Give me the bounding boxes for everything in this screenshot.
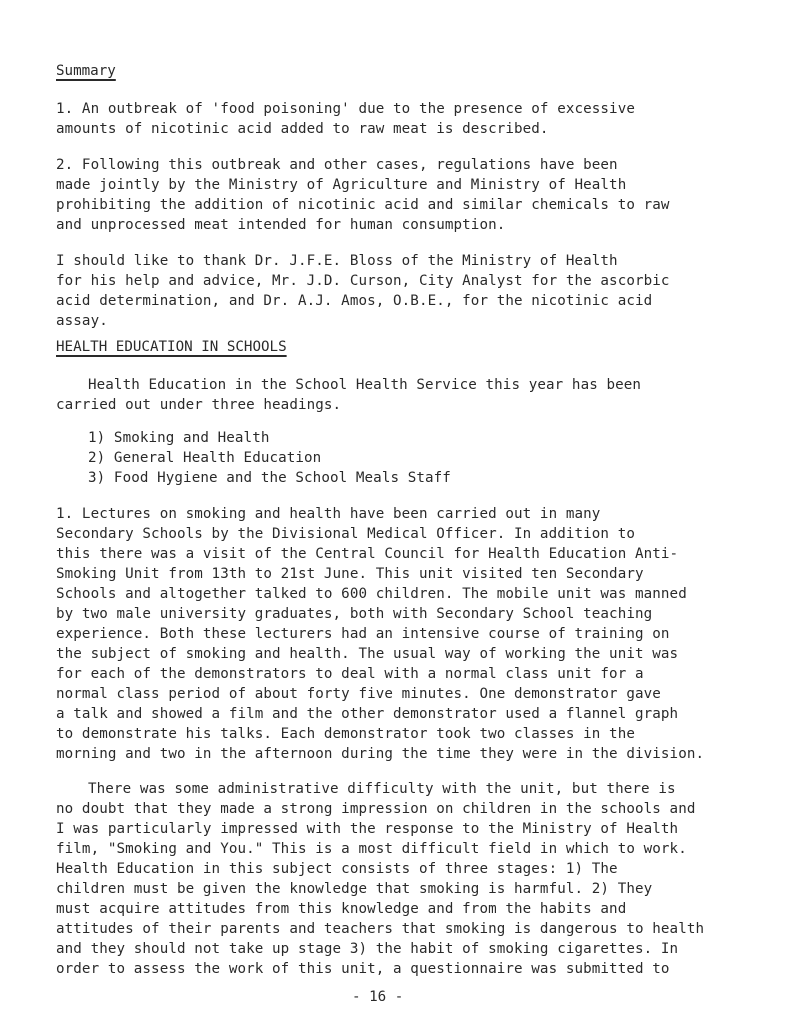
paragraph-line: film, "Smoking and You." This is a most difficult field in which to work. xyxy=(56,841,687,857)
paragraph-line: must acquire attitudes from this knowledge and from the habits and xyxy=(56,901,627,917)
intro-line: Health Education in the School Health Service this year has been xyxy=(88,377,642,393)
list-item: 3) Food Hygiene and the School Meals Staff xyxy=(88,470,451,486)
intro-line: carried out under three headings. xyxy=(56,397,342,413)
paragraph-line: a talk and showed a film and the other demonstrator used a flannel graph xyxy=(56,706,679,722)
summary-line: and unprocessed meat intended for human consumption. xyxy=(56,217,506,233)
paragraph-line: for each of the demonstrators to deal with a normal class unit for a xyxy=(56,666,644,682)
acknowledgement-line: I should like to thank Dr. J.F.E. Bloss of the Ministry of Health xyxy=(56,253,618,269)
paragraph-line: morning and two in the afternoon during the time they were in the division. xyxy=(56,746,705,762)
paragraph-line: Schools and altogether talked to 600 children. The mobile unit was manned xyxy=(56,586,687,602)
paragraph-line: to demonstrate his talks. Each demonstrator took two classes in the xyxy=(56,726,635,742)
paragraph-line: experience. Both these lecturers had an intensive course of training on xyxy=(56,626,670,642)
paragraph-line: Smoking Unit from 13th to 21st June. This unit visited ten Secondary xyxy=(56,566,644,582)
paragraph-line: 1. Lectures on smoking and health have been carried out in many xyxy=(56,506,601,522)
paragraph-line: by two male university graduates, both with Secondary School teaching xyxy=(56,606,653,622)
paragraph-line: Health Education in this subject consists of three stages: 1) The xyxy=(56,861,618,877)
summary-heading: Summary xyxy=(56,63,116,79)
acknowledgement-line: for his help and advice, Mr. J.D. Curson, City Analyst for the ascorbic xyxy=(56,273,670,289)
paragraph-line: attitudes of their parents and teachers that smoking is dangerous to health xyxy=(56,921,705,937)
acknowledgement-line: acid determination, and Dr. A.J. Amos, O.B.E., for the nicotinic acid xyxy=(56,293,653,309)
paragraph-line: There was some administrative difficulty with the unit, but there is xyxy=(88,781,676,797)
paragraph-line: and they should not take up stage 3) the habit of smoking cigarettes. In xyxy=(56,941,679,957)
paragraph-line: Secondary Schools by the Divisional Medical Officer. In addition to xyxy=(56,526,635,542)
summary-line: made jointly by the Ministry of Agriculture and Ministry of Health xyxy=(56,177,627,193)
list-item: 1) Smoking and Health xyxy=(88,430,270,446)
paragraph-line: no doubt that they made a strong impression on children in the schools and xyxy=(56,801,696,817)
health-education-heading: HEALTH EDUCATION IN SCHOOLS xyxy=(56,339,287,355)
paragraph-line: the subject of smoking and health. The usual way of working the unit was xyxy=(56,646,679,662)
summary-line: amounts of nicotinic acid added to raw meat is described. xyxy=(56,121,549,137)
paragraph-line: children must be given the knowledge that smoking is harmful. 2) They xyxy=(56,881,653,897)
paragraph-line: this there was a visit of the Central Council for Health Education Anti- xyxy=(56,546,679,562)
acknowledgement-line: assay. xyxy=(56,313,108,329)
paragraph-line: order to assess the work of this unit, a questionnaire was submitted to xyxy=(56,961,670,977)
paragraph-line: I was particularly impressed with the response to the Ministry of Health xyxy=(56,821,679,837)
summary-line: 2. Following this outbreak and other cases, regulations have been xyxy=(56,157,618,173)
summary-line: prohibiting the addition of nicotinic acid and similar chemicals to raw xyxy=(56,197,670,213)
paragraph-line: normal class period of about forty five minutes. One demonstrator gave xyxy=(56,686,661,702)
page-number: - 16 - xyxy=(352,989,404,1005)
list-item: 2) General Health Education xyxy=(88,450,322,466)
summary-line: 1. An outbreak of 'food poisoning' due to the presence of excessive xyxy=(56,101,635,117)
